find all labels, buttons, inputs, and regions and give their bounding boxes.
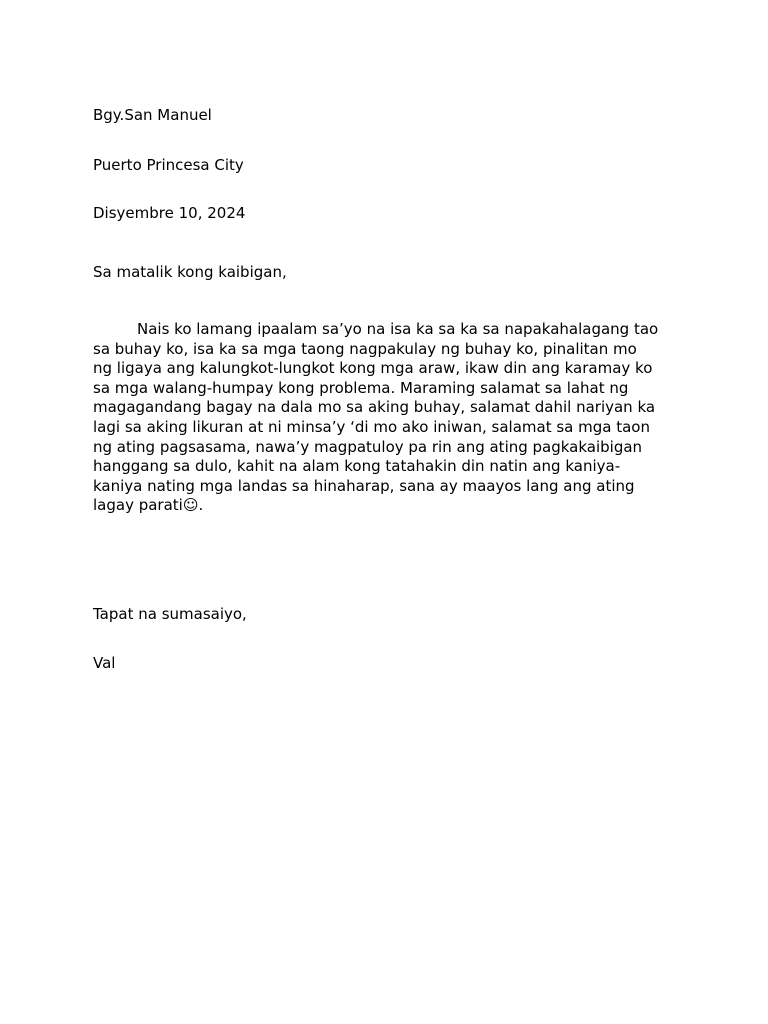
- letter-body: [93, 320, 693, 516]
- signature: Val: [93, 654, 116, 672]
- body-line: sa buhay ko, isa ka sa mga taong nagpakulay ng buhay ko, pinalitan mo: [93, 339, 637, 358]
- letter-date: Disyembre 10, 2024: [93, 204, 246, 222]
- body-line: lagi sa aking likuran at ni minsa’y ‘di mo ako iniwan, salamat sa mga taon: [93, 417, 650, 436]
- body-line: kaniya nating mga landas sa hinaharap, sana ay maayos lang ang ating: [93, 476, 635, 495]
- body-line: Nais ko lamang ipaalam sa’yo na isa ka sa ka sa napakahalagang tao: [137, 320, 659, 338]
- body-line: lagay parati☺.: [93, 496, 204, 515]
- body-line: ng ating pagsasama, nawa’y magpatuloy pa rin ang ating pagkakaibigan: [93, 437, 643, 456]
- salutation: Sa matalik kong kaibigan,: [93, 263, 287, 281]
- body-line: ng ligaya ang kalungkot-lungkot kong mga araw, ikaw din ang karamay ko: [93, 359, 653, 378]
- body-line: magagandang bagay na dala mo sa aking buhay, salamat dahil nariyan ka: [93, 398, 656, 417]
- body-line: hanggang sa dulo, kahit na alam kong tatahakin din natin ang kaniya-: [93, 457, 621, 476]
- address-line-1: Bgy.San Manuel: [93, 106, 212, 124]
- address-line-2: Puerto Princesa City: [93, 156, 244, 174]
- body-line: sa mga walang-humpay kong problema. Maraming salamat sa lahat ng: [93, 378, 629, 397]
- closing: Tapat na sumasaiyo,: [93, 605, 247, 623]
